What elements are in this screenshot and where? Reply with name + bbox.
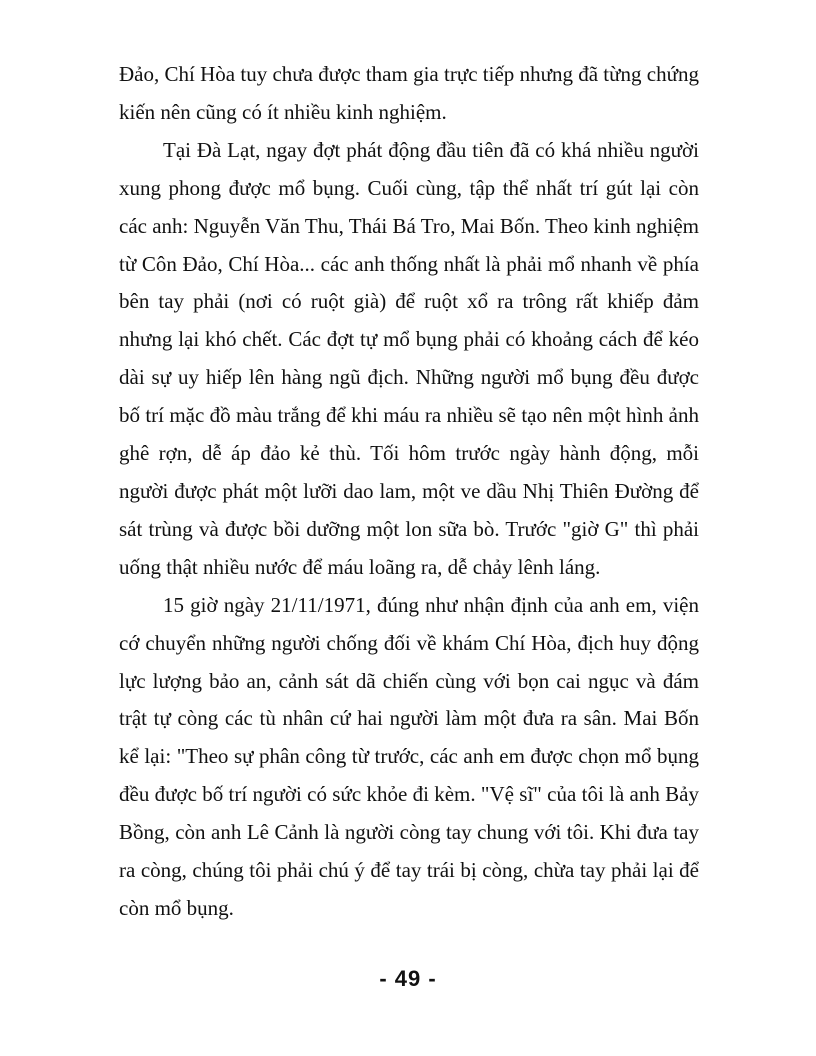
paragraph-continuation: Đảo, Chí Hòa tuy chưa được tham gia trực tiếp nhưng đã từng chứng kiến nên cũng có ít nhiều kinh nghiệm. <box>119 62 699 124</box>
body-text <box>119 56 699 928</box>
page-number: - 49 - <box>379 966 437 991</box>
paragraph-nov-21-1971: 15 giờ ngày 21/11/1971, đúng như nhận định của anh em, viện cớ chuyển những người chống đối về khám Chí Hòa, địch huy động lực lượng bảo an, cảnh sát dã chiến cùng với bọn cai ngục và đám trật tự còng các tù nhân cứ hai người làm một đưa ra sân. Mai Bốn kể lại: "Theo sự phân công từ trước, các anh em được chọn mổ bụng đều được bố trí người có sức khỏe đi kèm. "Vệ sĩ" của tôi là anh Bảy Bồng, còn anh Lê Cảnh là người còng tay chung với tôi. Khi đưa tay ra còng, chúng tôi phải chú ý để tay trái bị còng, chừa tay phải lại để còn mổ bụng. <box>119 592 699 920</box>
paragraph-da-lat: Tại Đà Lạt, ngay đợt phát động đầu tiên đã có khá nhiều người xung phong được mổ bụng. Cuối cùng, tập thể nhất trí gút lại còn các anh: Nguyễn Văn Thu, Thái Bá Tro, Mai Bốn. Theo kinh nghiệm từ Côn Đảo, Chí Hòa... các anh thống nhất là phải mổ nhanh về phía bên tay phải (nơi có ruột già) để ruột xổ ra trông rất khiếp đảm nhưng lại khó chết. Các đợt tự mổ bụng phải có khoảng cách để kéo dài sự uy hiếp lên hàng ngũ địch. Những người mổ bụng đều được bố trí mặc đồ màu trắng để khi máu ra nhiều sẽ tạo nên một hình ảnh ghê rợn, dễ áp đảo kẻ thù. Tối hôm trước ngày hành động, mỗi người được phát một lưỡi dao lam, một ve dầu Nhị Thiên Đường để sát trùng và được bồi dưỡng một lon sữa bò. Trước "giờ G" thì phải uống thật nhiều nước để máu loãng ra, dễ chảy lênh láng. <box>119 137 699 579</box>
